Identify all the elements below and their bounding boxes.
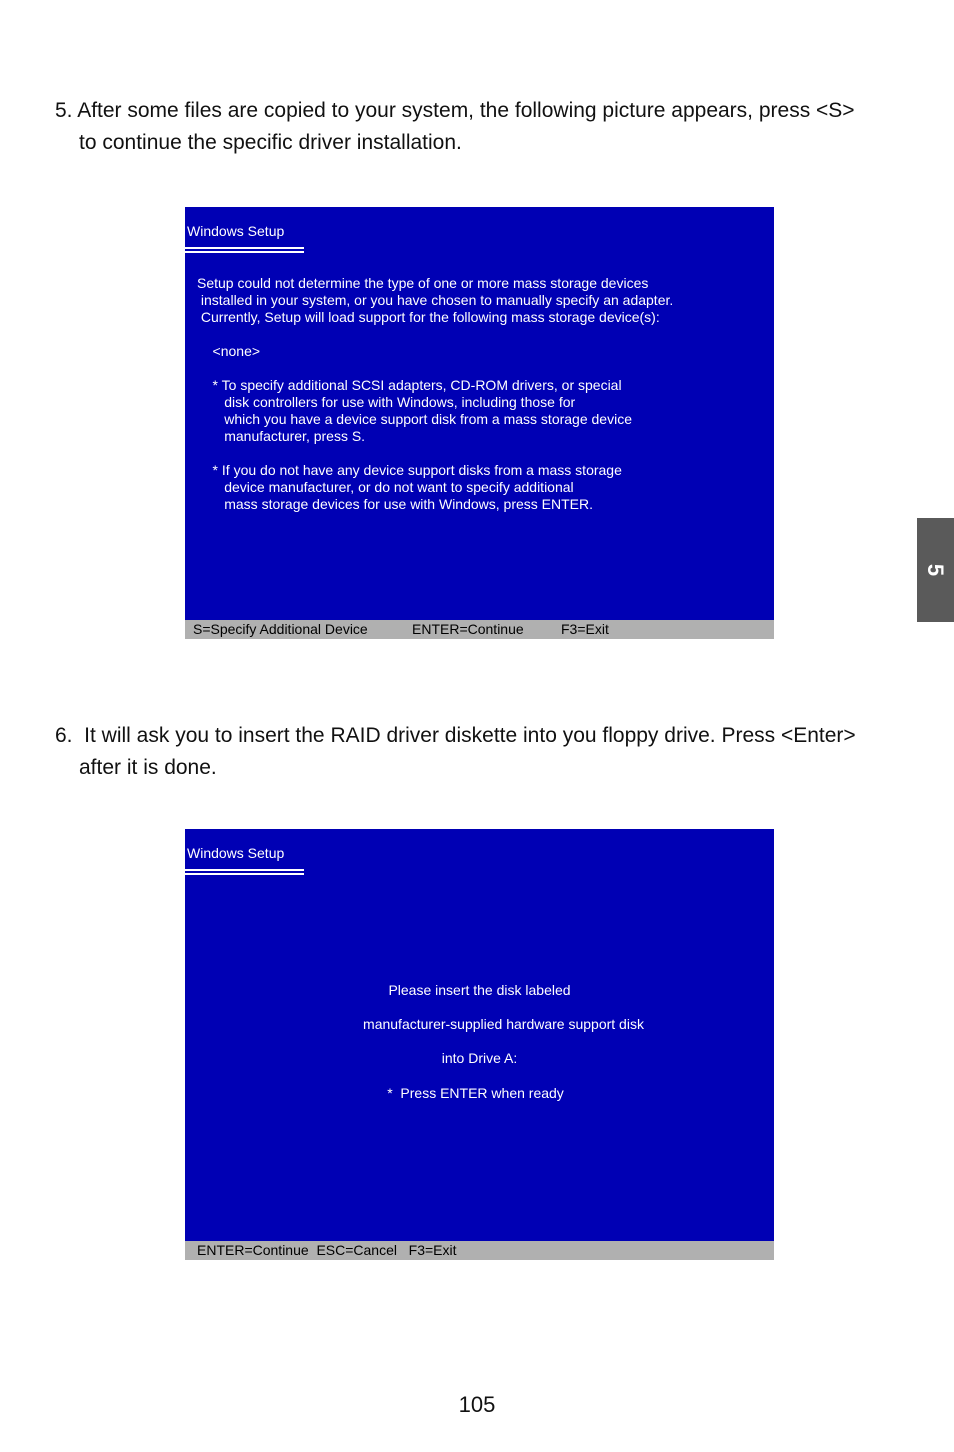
step-5-line-2: to continue the specific driver installation. [79,131,462,154]
window-title: Windows Setup [187,845,285,861]
press-enter-hint: * Press ENTER when ready [387,1085,564,1101]
step-5-instruction [55,95,855,159]
setup-message-line: installed in your system, or you have chosen to manually specify an adapter. [197,292,674,308]
step-5-line-1: 5. After some files are copied to your system, the following picture appears, press <S> [55,99,855,122]
setup-message-line: which you have a device support disk from a mass storage device [197,411,632,427]
disk-name: manufacturer-supplied hardware support disk [363,1016,644,1032]
step-6-line-1: 6. It will ask you to insert the RAID driver diskette into you floppy drive. Press <Enter> [55,724,856,747]
setup-message-line: * If you do not have any device support disks from a mass storage [197,462,622,478]
setup-message-line: * To specify additional SCSI adapters, CD-ROM drivers, or special [197,377,622,393]
status-keys[interactable]: ENTER=Continue ESC=Cancel F3=Exit [197,1242,457,1258]
status-bar [185,620,774,639]
specify-device-key[interactable]: S=Specify Additional Device [193,621,368,637]
drive-label: into Drive A: [441,1050,518,1066]
page-number: 105 [458,1392,496,1417]
setup-message-line: Setup could not determine the type of one or more mass storage devices [197,275,649,291]
windows-setup-mass-storage-screen [185,207,774,639]
setup-message-line: Currently, Setup will load support for the following mass storage device(s): [197,309,660,325]
step-6-line-2: after it is done. [79,756,217,779]
continue-key[interactable]: ENTER=Continue [412,621,524,637]
chapter-tab [917,518,954,622]
title-underline [185,247,304,253]
setup-message-line: mass storage devices for use with Windows, press ENTER. [197,496,594,512]
title-underline [185,869,304,875]
step-6-instruction [55,720,856,784]
device-list-none: <none> [197,343,261,359]
setup-message-line: disk controllers for use with Windows, including those for [197,394,576,410]
insert-disk-label: Please insert the disk labeled [388,982,571,998]
setup-message-line: device manufacturer, or do not want to specify additional [197,479,574,495]
window-title: Windows Setup [187,223,285,239]
status-bar [185,1241,774,1260]
exit-key[interactable]: F3=Exit [561,621,609,637]
setup-message-line: manufacturer, press S. [197,428,366,444]
chapter-number: 5 [923,563,948,577]
windows-setup-insert-disk-screen [185,829,774,1260]
